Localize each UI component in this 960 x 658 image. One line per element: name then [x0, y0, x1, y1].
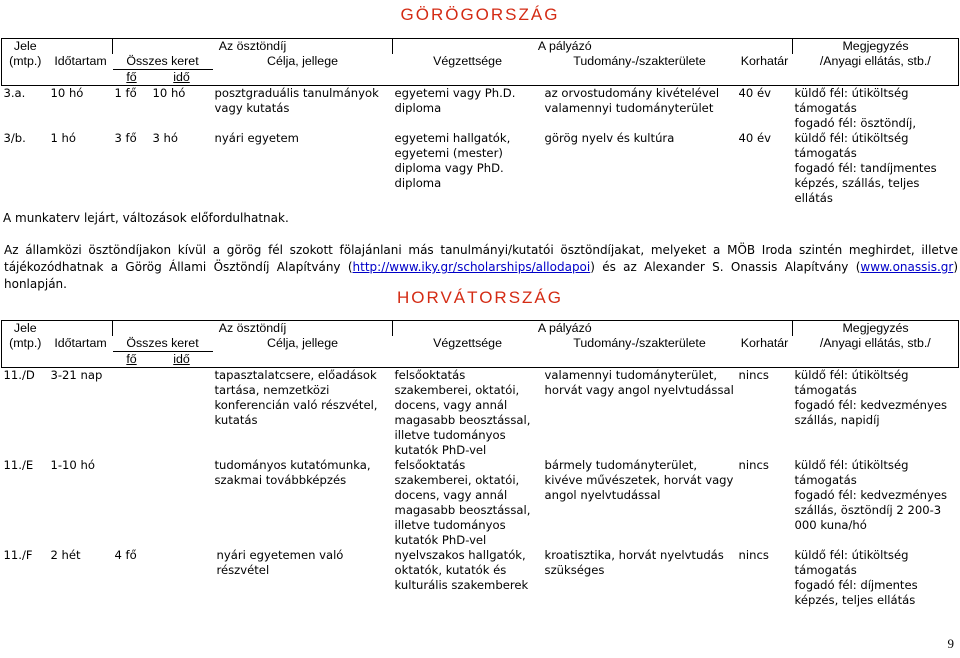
cell-korhatar: 40 év: [738, 131, 771, 145]
cell-idotartam: 3-21 nap: [50, 368, 103, 382]
header-fo: fő: [113, 352, 151, 368]
cell-vegzettsege: felsőoktatás szakemberei, oktatói, docens, vagy annál magasabb beosztással, illetve tudományos kutatók PhD-vel: [394, 368, 531, 457]
onassis-link[interactable]: www.onassis.gr: [860, 260, 954, 274]
header-tudomany: Tudomány-/szakterülete: [573, 336, 706, 350]
header-mtp: (mtp.): [2, 54, 49, 70]
header-jele: Jele: [2, 39, 49, 55]
cell-tudomany: valamennyi tudományterület, horvát vagy angol nyelvtudással: [544, 368, 734, 397]
header-group-osztondij: Az ösztöndíj: [113, 39, 393, 55]
header-korhatar: Korhatár: [740, 54, 789, 68]
table-row: [2, 131, 959, 206]
greece-table: [1, 38, 959, 206]
header-anyagi: /Anyagi ellátás, stb./: [793, 336, 959, 352]
iky-link[interactable]: http://www.iky.gr/scholarships/allodapoi: [352, 260, 591, 274]
cell-jele: 3/b.: [3, 131, 26, 145]
cell-tudomany: görög nyelv és kultúra: [544, 131, 675, 145]
cell-vegzettsege: egyetemi hallgatók, egyetemi (mester) diploma vagy PhD. diploma: [394, 131, 511, 190]
cell-celja: tapasztalatcsere, előadások tartása, nemzetközi konferencián való részvétel, kutatás: [214, 368, 378, 427]
cell-fo: 4 fő: [114, 548, 137, 562]
table-row: [2, 86, 959, 132]
cell-ido: 10 hó: [152, 86, 186, 100]
cell-korhatar: 40 év: [738, 86, 771, 100]
cell-celja: posztgraduális tanulmányok vagy kutatás: [214, 86, 379, 115]
cell-anyagi: küldő fél: útiköltség támogatás fogadó fél: kedvezményes szállás, napidíj: [794, 368, 948, 427]
header-jele: Jele: [2, 321, 49, 337]
cell-vegzettsege: felsőoktatás szakemberei, oktatói, docens, vagy annál magasabb beosztással, illetve tudományos kutatók PhD-vel: [394, 458, 531, 547]
cell-korhatar: nincs: [738, 548, 769, 562]
croatia-table: [1, 320, 959, 608]
header-idotartam: Időtartam: [54, 336, 107, 350]
cell-ido: [151, 368, 213, 459]
table-row: [2, 368, 959, 459]
cell-celja: nyári egyetemen való részvétel: [216, 548, 344, 577]
cell-fo: 3 fő: [114, 131, 137, 145]
cell-idotartam: 1 hó: [50, 131, 77, 145]
header-tudomany: Tudomány-/szakterülete: [573, 54, 706, 68]
header-celja: Célja, jellege: [267, 54, 338, 68]
header-idotartam: Időtartam: [54, 54, 107, 68]
cell-fo: 1 fő: [114, 86, 137, 100]
section-title-greece: GÖRÖGORSZÁG: [400, 5, 560, 24]
table-row: [2, 548, 959, 608]
header-vegzettsege: Végzettsége: [433, 336, 502, 350]
cell-tudomany: kroatisztika, horvát nyelvtudás szükséges: [544, 548, 724, 577]
cell-ido: 3 hó: [152, 131, 179, 145]
cell-jele: 11./E: [3, 458, 34, 472]
greece-note: A munkaterv lejárt, változások előfordulhatnak.: [3, 211, 289, 225]
table-row: [2, 458, 959, 548]
header-osszes-keret: Összes keret: [113, 54, 213, 70]
header-ido: idő: [151, 352, 213, 368]
header-mtp: (mtp.): [2, 336, 49, 352]
header-group-osztondij: Az ösztöndíj: [113, 321, 393, 337]
header-ido: idő: [151, 70, 213, 86]
header-celja: Célja, jellege: [267, 336, 338, 350]
paragraph-text: Az államközi ösztöndíjakon kívül a görög fél szokott fölajánlani más tanulmányi/kutatói ösztöndíjakat, melyeket a MÖB Iroda szintén meghirdet, illetve tájékozódhatnak a Görög Állami Ösztöndíj Alapítvány (: [4, 243, 958, 274]
cell-jele: 11./D: [3, 368, 35, 382]
header-group-megjegyzes: Megjegyzés: [793, 321, 959, 337]
cell-korhatar: nincs: [738, 368, 769, 382]
cell-tudomany: az orvostudomány kivételével valamennyi tudományterület: [544, 86, 720, 115]
paragraph-text: ) és az Alexander S. Onassis Alapítvány (: [590, 260, 861, 274]
header-group-palyazo: A pályázó: [393, 39, 737, 55]
cell-jele: 11./F: [3, 548, 33, 562]
cell-anyagi: küldő fél: útiköltség támogatás fogadó fél: ösztöndíj,: [794, 86, 917, 130]
header-group-megjegyzes: Megjegyzés: [793, 39, 959, 55]
cell-celja: nyári egyetem: [214, 131, 299, 145]
cell-ido: [151, 458, 213, 548]
cell-tudomany: bármely tudományterület, kivéve művészetek, horvát vagy angol nyelvtudással: [544, 458, 734, 502]
cell-jele: 3.a.: [3, 86, 26, 100]
cell-celja: tudományos kutatómunka, szakmai továbbképzés: [214, 458, 371, 487]
section-title-croatia: HORVÁTORSZÁG: [396, 288, 563, 307]
cell-anyagi: küldő fél: útiköltség támogatás fogadó fél: tandíjmentes képzés, szállás, teljes ellátás: [794, 131, 937, 205]
cell-vegzettsege: nyelvszakos hallgatók, oktatók, kutatók és kulturális szakemberek: [394, 548, 529, 592]
header-korhatar: Korhatár: [740, 336, 789, 350]
header-fo: fő: [113, 70, 151, 86]
cell-anyagi: küldő fél: útiköltség támogatás fogadó fél: kedvezményes szállás, ösztöndíj 2 200-3 000 kuna/hó: [794, 458, 948, 532]
cell-idotartam: 1-10 hó: [50, 458, 95, 472]
page-number: 9: [947, 636, 954, 651]
cell-vegzettsege: egyetemi vagy Ph.D. diploma: [394, 86, 516, 115]
header-group-palyazo: A pályázó: [393, 321, 737, 337]
header-vegzettsege: Végzettsége: [433, 54, 502, 68]
header-anyagi: /Anyagi ellátás, stb./: [793, 54, 959, 70]
paragraph-text: ) honlapján.: [4, 260, 959, 291]
cell-korhatar: nincs: [738, 458, 769, 472]
cell-idotartam: 2 hét: [50, 548, 81, 562]
cell-anyagi: küldő fél: útiköltség támogatás fogadó fél: díjmentes képzés, teljes ellátás: [794, 548, 918, 607]
cell-idotartam: 10 hó: [50, 86, 84, 100]
greece-paragraph: [4, 242, 958, 293]
header-osszes-keret: Összes keret: [113, 336, 213, 352]
